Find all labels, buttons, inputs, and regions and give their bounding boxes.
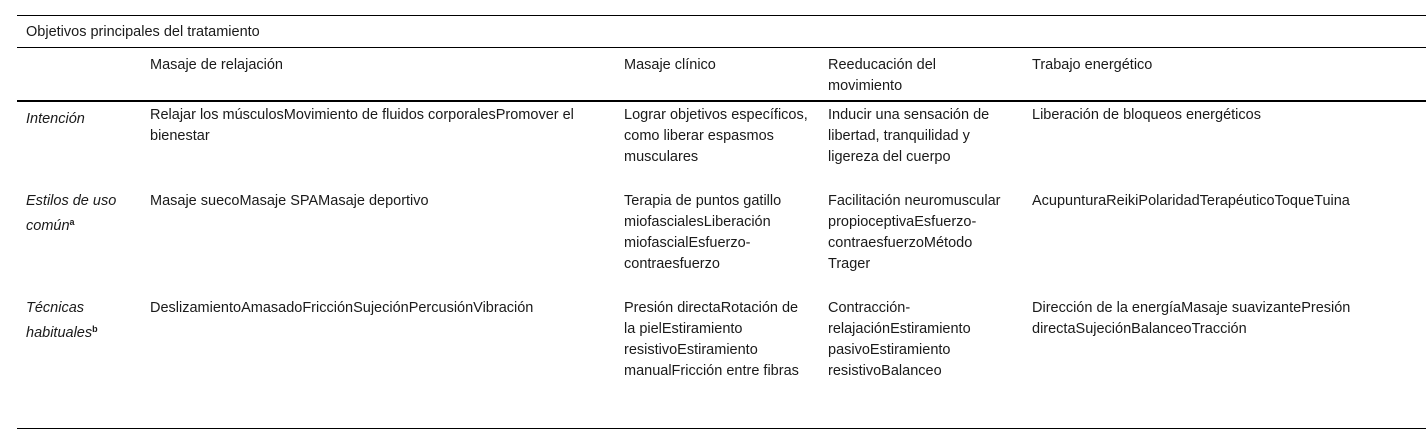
table-cell: Facilitación neuromuscular propioceptivaEsfuerzo-contraesfuerzoMétodo Trager <box>828 193 1001 272</box>
table-cell: DeslizamientoAmasadoFricciónSujeciónPercusiónVibración <box>150 300 534 316</box>
header-relaxation-massage: Masaje de relajación <box>150 57 283 73</box>
table-cell: Inducir una sensación de libertad, tranquilidad y ligereza del cuerpo <box>828 107 990 165</box>
table-cell: Presión directaRotación de la pielEstiramiento resistivoEstiramiento manualFricción entre fibras <box>624 300 799 379</box>
table-cell: Lograr objetivos específicos, como liberar espasmos musculares <box>624 107 808 165</box>
row-label-intention: Intención <box>26 111 85 127</box>
footnote-mark-a: a <box>69 217 75 227</box>
table-top-rule <box>17 15 1426 16</box>
row-label-common-techniques: Técnicas habituales$^b$ <box>26 300 98 341</box>
table-cell: Relajar los músculosMovimiento de fluidos corporalesPromover el bienestar <box>150 107 574 144</box>
table-cell: Masaje suecoMasaje SPAMasaje deportivo <box>150 193 429 209</box>
table-cell: Terapia de puntos gatillo miofascialesLiberación miofascialEsfuerzo-contraesfuerzo <box>624 193 782 272</box>
table-cell: Contracción-relajaciónEstiramiento pasivoEstiramiento resistivoBalanceo <box>828 300 971 379</box>
footnote-mark-b: b <box>92 324 98 334</box>
header-clinical-massage: Masaje clínico <box>624 57 716 73</box>
header-energy-work: Trabajo energético <box>1032 57 1153 73</box>
caption-rule <box>17 47 1426 48</box>
header-movement-reeducation: Reeducación del movimiento <box>828 57 937 94</box>
header-rule <box>17 100 1426 102</box>
table-cell: Liberación de bloqueos energéticos <box>1032 107 1261 123</box>
table-bottom-rule <box>17 428 1426 429</box>
table-caption: Objetivos principales del tratamiento <box>26 24 260 40</box>
table-cell: AcupunturaReikiPolaridadTerapéuticoToqueTuina <box>1032 193 1350 209</box>
row-label-common-styles: Estilos de uso común$^a$ <box>26 193 117 234</box>
table-cell: Dirección de la energíaMasaje suavizantePresión directaSujeciónBalanceoTracción <box>1032 300 1351 337</box>
